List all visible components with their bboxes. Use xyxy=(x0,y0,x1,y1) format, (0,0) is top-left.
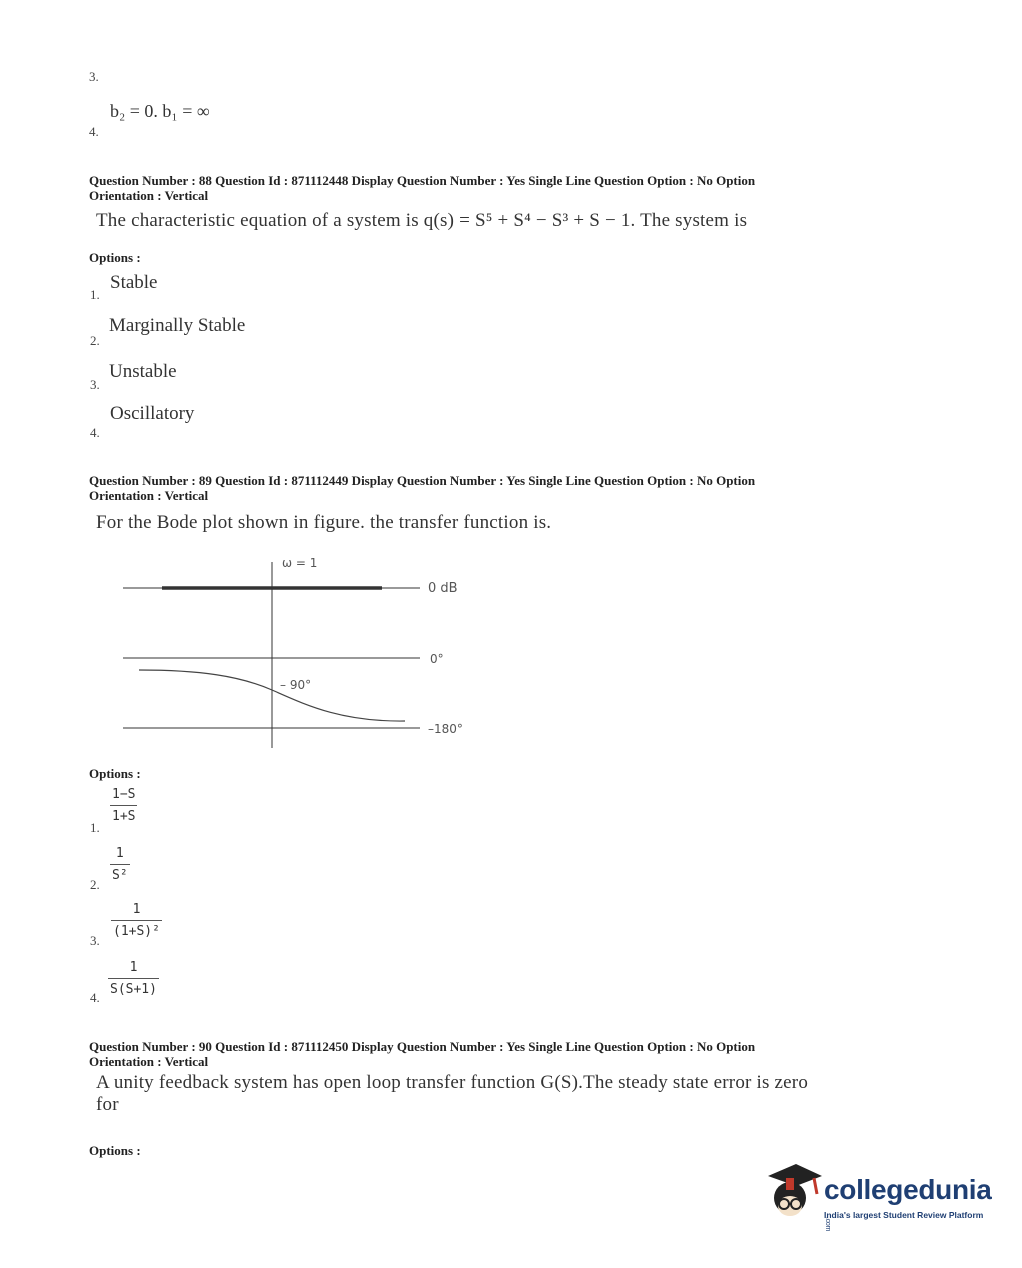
collegedunia-logo xyxy=(762,1160,992,1232)
q89-option-4-numerator: 1 xyxy=(129,960,138,975)
q88-options-label: Options : xyxy=(89,250,141,265)
q88-header-line1: Question Number : 88 Question Id : 871112448 Display Question Number : Yes Single Line Question Option : No Option xyxy=(89,173,756,188)
fraction-bar xyxy=(110,805,137,806)
q90-header xyxy=(89,1039,869,1069)
q89-option-3-number: 3. xyxy=(90,933,100,948)
logo-brand-text xyxy=(824,1174,992,1238)
q90-question-text-line1: A unity feedback system has open loop transfer function G(S).The steady state error is zero xyxy=(96,1072,809,1093)
q89-option-4-denominator: S(S+1) xyxy=(110,982,157,997)
q88-option-2-text: Marginally Stable xyxy=(109,315,246,336)
q90-question-text-line2: for xyxy=(96,1094,119,1115)
q89-options-label: Options : xyxy=(89,766,141,781)
q89-option-1-number: 1. xyxy=(90,820,100,835)
q90-question-text xyxy=(96,1072,926,1116)
q89-option-2-number: 2. xyxy=(90,877,100,892)
minus-90-label: – 90° xyxy=(280,678,312,692)
zero-db-label: 0 dB xyxy=(428,581,458,596)
omega-label: ω = 1 xyxy=(282,556,318,570)
prev-option-4-text: b₂ = 0. b₁ = ∞ xyxy=(110,101,210,121)
q89-option-4-fraction xyxy=(108,960,159,997)
mascot-icon xyxy=(762,1160,824,1232)
q89-option-3-denominator: (1+S)² xyxy=(113,924,160,939)
q89-question-text: For the Bode plot shown in figure. the transfer function is. xyxy=(96,512,552,533)
q88-question-text: The characteristic equation of a system is q(s) = S⁵ + S⁴ − S³ + S − 1. The system is xyxy=(96,210,748,231)
q89-option-3-fraction xyxy=(111,902,162,939)
q89-option-2-fraction xyxy=(110,846,130,883)
q88-header-line2: Orientation : Vertical xyxy=(89,188,209,203)
q88-option-4-text: Oscillatory xyxy=(110,403,195,424)
fraction-bar xyxy=(111,920,162,921)
q89-option-1-fraction xyxy=(110,787,137,824)
q90-options-label: Options : xyxy=(89,1143,141,1158)
prev-option-3-number: 3. xyxy=(89,69,99,84)
q88-option-2-number: 2. xyxy=(90,333,100,348)
q88-option-3-text: Unstable xyxy=(109,361,177,382)
q89-option-2-numerator: 1 xyxy=(115,846,124,861)
logo-brand: collegedunia xyxy=(824,1174,992,1205)
q89-header-line2: Orientation : Vertical xyxy=(89,488,209,503)
q88-option-1-text: Stable xyxy=(110,272,158,293)
q90-header-line1: Question Number : 90 Question Id : 871112450 Display Question Number : Yes Single Line Question Option : No Option xyxy=(89,1039,756,1054)
q89-option-3-numerator: 1 xyxy=(132,902,141,917)
q89-option-1-numerator: 1−S xyxy=(112,787,136,802)
logo-tagline: India's largest Student Review Platform xyxy=(824,1210,984,1220)
q88-option-3-number: 3. xyxy=(90,377,100,392)
fraction-bar xyxy=(108,978,159,979)
q89-option-1-denominator: 1+S xyxy=(112,809,136,824)
q89-option-2-denominator: S² xyxy=(112,868,128,883)
q90-header-line2: Orientation : Vertical xyxy=(89,1054,209,1069)
minus-180-label: –180° xyxy=(428,722,463,736)
q88-option-4-number: 4. xyxy=(90,425,100,440)
logo-suffix: .com xyxy=(824,1216,831,1231)
q89-option-4-number: 4. xyxy=(90,990,100,1005)
prev-option-4-number: 4. xyxy=(89,124,99,139)
zero-deg-label: 0° xyxy=(430,652,444,666)
q89-header-line1: Question Number : 89 Question Id : 871112449 Display Question Number : Yes Single Line Question Option : No Option xyxy=(89,473,756,488)
q88-option-1-number: 1. xyxy=(90,287,100,302)
fraction-bar xyxy=(110,864,130,865)
